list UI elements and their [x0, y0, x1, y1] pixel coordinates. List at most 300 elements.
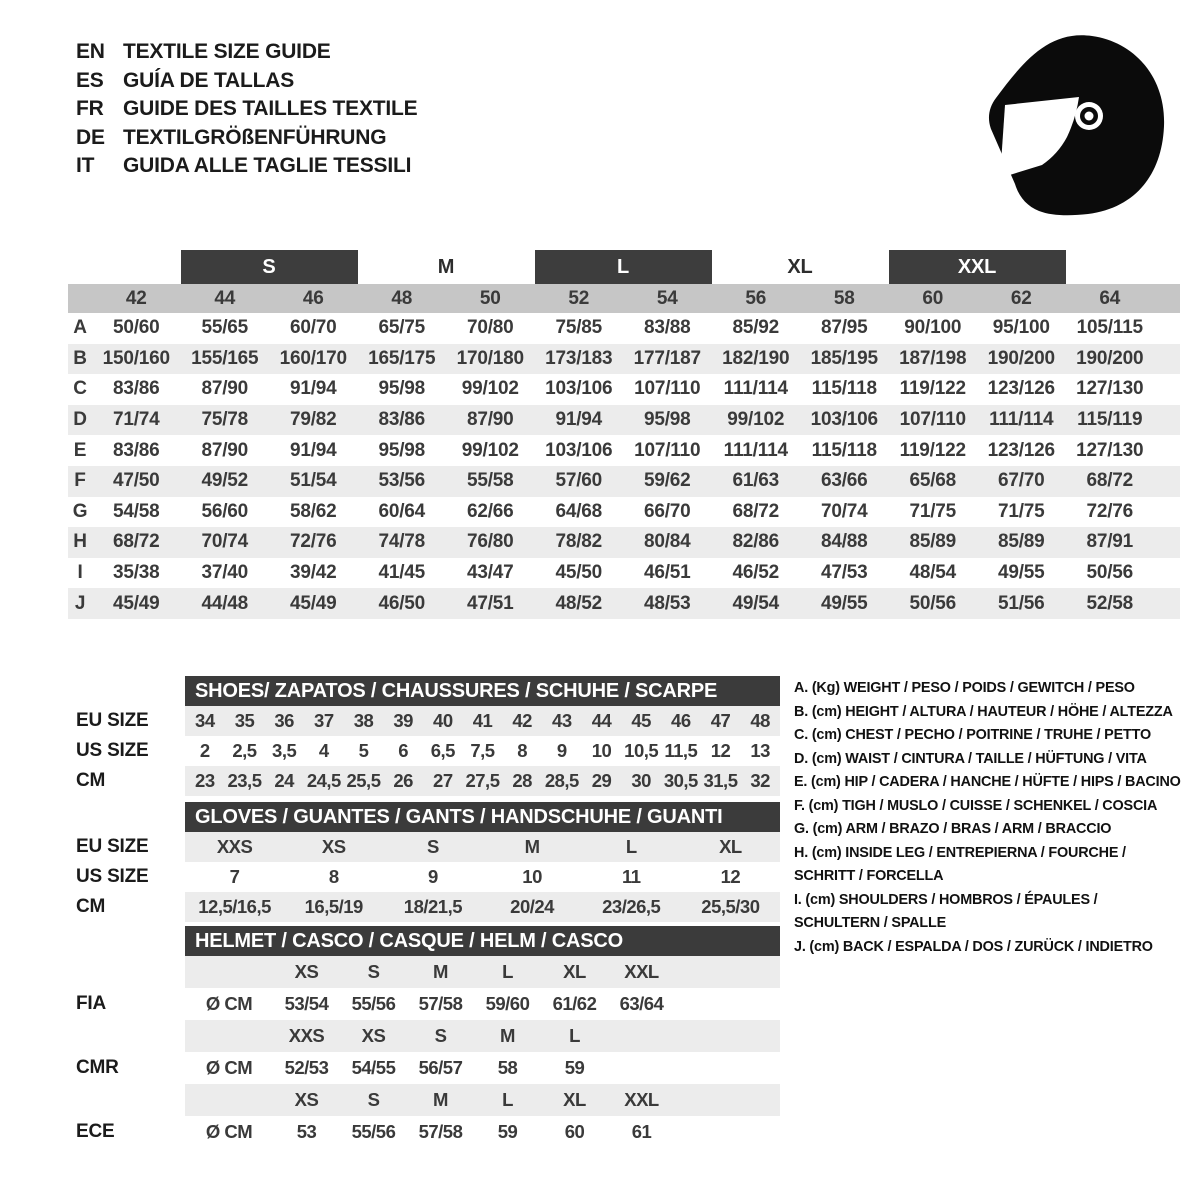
- value-cell: 78/82: [555, 531, 603, 553]
- value-cell: 55/58: [466, 470, 514, 492]
- value-cell: 49/55: [997, 562, 1045, 584]
- table-cell: 57/58: [418, 1121, 463, 1142]
- table-cell: XXS: [288, 1025, 325, 1046]
- size-column-header: 48: [391, 287, 413, 309]
- spacer: [68, 802, 185, 832]
- value-cell: 72/76: [1086, 500, 1134, 522]
- table-row: [68, 988, 780, 1020]
- table-row: [68, 1020, 780, 1052]
- table-cell: 55/56: [351, 993, 396, 1014]
- language-code: IT: [76, 154, 95, 178]
- value-cell: 107/110: [899, 409, 966, 431]
- value-cell: 44/48: [201, 592, 249, 614]
- table-cell: XS: [321, 836, 346, 857]
- table-cell: XXL: [624, 1089, 659, 1110]
- value-cell: 49/52: [201, 470, 249, 492]
- value-cell: 115/118: [811, 439, 877, 461]
- language-code: FR: [76, 97, 104, 121]
- value-cell: 107/110: [634, 439, 701, 461]
- table-cell: L: [569, 1025, 580, 1046]
- value-cell: 87/95: [820, 317, 868, 339]
- row-letter-b: B: [73, 347, 87, 369]
- table-cell: XL: [563, 961, 586, 982]
- value-cell: 177/187: [633, 347, 701, 369]
- table-cell: 23,5: [227, 770, 262, 791]
- row-letter-f: F: [74, 470, 86, 492]
- row-label: [68, 1020, 185, 1052]
- value-cell: 111/114: [723, 439, 788, 461]
- table-cell: 35: [234, 710, 255, 731]
- row-cells: [185, 736, 780, 766]
- row-label: CM: [76, 896, 106, 917]
- language-row: [76, 38, 417, 67]
- size-group-m: M: [437, 255, 455, 278]
- table-cell: 11: [621, 866, 641, 887]
- table-cell: 58: [497, 1057, 518, 1078]
- row-label: [68, 956, 185, 988]
- row-label: CMR: [76, 1057, 119, 1078]
- value-cell: 51/54: [289, 470, 337, 492]
- table-cell: 8: [517, 740, 528, 761]
- table-cell: 48: [750, 710, 770, 731]
- value-cell: 48/54: [909, 562, 957, 584]
- value-cell: 59/62: [643, 470, 691, 492]
- table-cell: 59: [564, 1057, 585, 1078]
- legend-item: A. (Kg) WEIGHT / PESO / POIDS / GEWITCH / PESO: [794, 679, 1135, 696]
- textile-size-table: [68, 250, 1180, 619]
- row-cells: [185, 988, 780, 1020]
- table-cell: 43: [552, 710, 572, 731]
- table-cell: 28: [512, 770, 532, 791]
- value-cell: 53/56: [378, 470, 426, 492]
- value-cell: 123/126: [987, 378, 1055, 400]
- shoes-table: [68, 676, 780, 796]
- unit-cell: [185, 1084, 273, 1116]
- row-letter-a: A: [73, 317, 87, 339]
- value-cell: 55/65: [201, 317, 249, 339]
- value-cell: 60/64: [378, 500, 426, 522]
- table-cell: 6: [398, 740, 409, 761]
- legend-item: H. (cm) INSIDE LEG / ENTREPIERNA / FOURCHE /: [794, 843, 1126, 861]
- table-cell: 6,5: [430, 740, 455, 761]
- legend-item: F. (cm) TIGH / MUSLO / CUISSE / SCHENKEL / COSCIA: [794, 796, 1158, 814]
- value-cell: 85/89: [909, 531, 957, 553]
- unit-cell: Ø CM: [205, 1057, 253, 1078]
- row-cells: [185, 1116, 780, 1148]
- value-cell: 70/74: [820, 500, 868, 522]
- table-cell: 26: [393, 770, 413, 791]
- value-cell: 54/58: [112, 500, 160, 522]
- value-cell: 66/70: [643, 500, 691, 522]
- legend-item-continued: SCHRITT / FORCELLA: [794, 867, 944, 884]
- size-group-row: [68, 250, 1180, 284]
- table-cell: S: [367, 1089, 380, 1110]
- value-cell: 84/88: [820, 531, 868, 553]
- table-cell: 12,5/16,5: [198, 896, 271, 917]
- size-group-l: L: [535, 250, 712, 284]
- table-row: [68, 956, 780, 988]
- helmet-icon: [972, 30, 1177, 225]
- legend-item: G. (cm) ARM / BRAZO / BRAS / ARM / BRACCIO: [794, 820, 1112, 837]
- row-cells: [185, 706, 780, 736]
- table-cell: 11,5: [664, 740, 698, 761]
- value-cell: 50/56: [909, 592, 957, 614]
- table-cell: [608, 1020, 675, 1052]
- value-cell: 185/195: [810, 347, 878, 369]
- value-cell: 45/49: [289, 592, 337, 614]
- sizes-row: [68, 284, 1180, 313]
- row-label: EU SIZE: [76, 836, 149, 857]
- row-letter-i: I: [77, 562, 83, 584]
- table-cell: 41: [472, 710, 493, 731]
- table-cell: 56/57: [418, 1057, 463, 1078]
- unit-cell: Ø CM: [205, 1121, 253, 1142]
- value-cell: 111/114: [989, 409, 1054, 431]
- size-column-header: 62: [1010, 287, 1032, 309]
- value-cell: 187/198: [899, 347, 967, 369]
- row-label: [68, 1084, 185, 1116]
- size-table-row: [68, 527, 1180, 558]
- value-cell: 87/90: [201, 378, 249, 400]
- table-cell: 36: [274, 710, 294, 731]
- value-cell: 60/70: [289, 317, 337, 339]
- legend-item: E. (cm) HIP / CADERA / HANCHE / HÜFTE / HIPS / BACINO: [794, 773, 1181, 790]
- value-cell: 103/106: [810, 409, 878, 431]
- table-cell: 12: [710, 740, 731, 761]
- table-cell: M: [433, 961, 448, 982]
- size-table-row: [68, 588, 1180, 619]
- legend-item: C. (cm) CHEST / PECHO / POITRINE / TRUHE / PETTO: [794, 726, 1151, 743]
- table-cell: 44: [591, 710, 612, 731]
- gloves-table: [68, 802, 780, 922]
- table-cell: 38: [353, 710, 374, 731]
- table-cell: 16,5/19: [304, 896, 363, 917]
- size-column-header: 50: [479, 287, 501, 309]
- table-cell: 18/21,5: [403, 896, 463, 917]
- value-cell: 99/102: [727, 409, 785, 431]
- table-cell: 23/26,5: [602, 896, 661, 917]
- legend-item: I. (cm) SHOULDERS / HOMBROS / ÉPAULES /: [794, 890, 1098, 908]
- value-cell: 107/110: [634, 378, 701, 400]
- table-cell: 59: [497, 1121, 518, 1142]
- table-cell: 30,5: [663, 770, 698, 791]
- row-letter-c: C: [73, 378, 87, 400]
- table-cell: 59/60: [485, 993, 530, 1014]
- value-cell: 83/88: [643, 317, 691, 339]
- value-cell: 79/82: [289, 409, 337, 431]
- value-cell: 173/183: [545, 347, 613, 369]
- table-cell: XXL: [624, 961, 659, 982]
- unit-cell: [185, 956, 273, 988]
- table-row: [68, 706, 780, 736]
- row-cells: [185, 1084, 780, 1116]
- table-row: [68, 1052, 780, 1084]
- table-cell: 60: [564, 1121, 585, 1142]
- size-group-s: S: [181, 250, 358, 284]
- value-cell: 99/102: [461, 378, 519, 400]
- size-column-header: 44: [214, 287, 236, 309]
- value-cell: 63/66: [820, 470, 868, 492]
- table-row: [68, 1116, 780, 1148]
- value-cell: 65/68: [909, 470, 957, 492]
- value-cell: 75/78: [201, 409, 249, 431]
- value-cell: 95/98: [378, 378, 426, 400]
- value-cell: 71/74: [112, 409, 160, 431]
- table-cell: 47: [710, 710, 731, 731]
- value-cell: 46/51: [643, 562, 691, 584]
- value-cell: 71/75: [997, 500, 1045, 522]
- table-cell: M: [433, 1089, 448, 1110]
- value-cell: 65/75: [378, 317, 426, 339]
- corner-cell: [68, 284, 92, 313]
- value-cell: 91/94: [555, 409, 603, 431]
- unit-cell: [185, 1020, 273, 1052]
- language-title-list: [76, 38, 417, 181]
- table-cell: XS: [294, 1089, 319, 1110]
- helmet-header-row: [68, 926, 780, 956]
- language-title: TEXTILE SIZE GUIDE: [123, 40, 331, 64]
- table-cell: 63/64: [619, 993, 664, 1014]
- size-column-header: 52: [568, 287, 590, 309]
- size-table-row: [68, 435, 1180, 466]
- value-cell: 83/86: [112, 378, 160, 400]
- table-cell: 52/53: [284, 1057, 329, 1078]
- spacer: [68, 926, 185, 956]
- value-cell: 165/175: [368, 347, 436, 369]
- value-cell: 48/52: [555, 592, 603, 614]
- table-cell: 37: [314, 710, 334, 731]
- language-title: GUIDA ALLE TAGLIE TESSILI: [123, 154, 412, 178]
- table-row: [68, 892, 780, 922]
- value-cell: 68/72: [732, 500, 780, 522]
- value-cell: 50/56: [1086, 562, 1134, 584]
- value-cell: 182/190: [722, 347, 790, 369]
- table-cell: 54/55: [351, 1057, 396, 1078]
- size-column-header: 54: [656, 287, 678, 309]
- value-cell: 70/74: [201, 531, 249, 553]
- value-cell: 47/53: [820, 562, 868, 584]
- value-cell: 51/56: [997, 592, 1045, 614]
- gloves-table-title: GLOVES / GUANTES / GANTS / HANDSCHUHE / GUANTI: [185, 802, 780, 832]
- row-label: EU SIZE: [76, 710, 149, 731]
- table-cell: 32: [750, 770, 770, 791]
- value-cell: 123/126: [987, 439, 1055, 461]
- size-group-xxl: XXL: [889, 250, 1066, 284]
- value-cell: 170/180: [456, 347, 524, 369]
- value-cell: 85/89: [997, 531, 1045, 553]
- row-letter-g: G: [72, 500, 88, 522]
- value-cell: 39/42: [289, 562, 337, 584]
- size-column-header: 46: [302, 287, 324, 309]
- value-cell: 68/72: [1086, 470, 1134, 492]
- table-cell: 10: [522, 866, 542, 887]
- row-label: FIA: [76, 993, 107, 1014]
- size-table-row: [68, 405, 1180, 436]
- value-cell: 57/60: [555, 470, 603, 492]
- table-cell: 24: [274, 770, 294, 791]
- value-cell: 75/85: [555, 317, 603, 339]
- table-cell: 30: [631, 770, 651, 791]
- shoes-table-title: SHOES/ ZAPATOS / CHAUSSURES / SCHUHE / SCARPE: [185, 676, 780, 706]
- value-cell: 67/70: [997, 470, 1045, 492]
- value-cell: 76/80: [466, 531, 514, 553]
- row-label: US SIZE: [76, 866, 149, 887]
- table-cell: L: [625, 836, 637, 857]
- value-cell: 105/115: [1076, 317, 1143, 339]
- row-letter-j: J: [74, 592, 86, 614]
- table-cell: 3,5: [272, 740, 297, 761]
- table-cell: XS: [294, 961, 319, 982]
- measure-legend: [794, 676, 1182, 958]
- language-row: [76, 95, 417, 124]
- value-cell: 70/80: [466, 317, 514, 339]
- table-cell: 7: [229, 866, 240, 887]
- language-title: GUÍA DE TALLAS: [123, 68, 295, 92]
- table-cell: [608, 1052, 675, 1084]
- table-cell: 28,5: [544, 770, 579, 791]
- table-cell: 25,5: [346, 770, 381, 791]
- value-cell: 115/118: [811, 378, 877, 400]
- table-cell: 57/58: [418, 993, 463, 1014]
- row-label: CM: [76, 770, 106, 791]
- table-cell: 2,5: [232, 740, 257, 761]
- value-cell: 74/78: [378, 531, 426, 553]
- table-cell: XXS: [216, 836, 253, 857]
- table-cell: 5: [358, 740, 369, 761]
- size-group-xl: XL: [787, 255, 813, 278]
- table-cell: 40: [433, 710, 453, 731]
- value-cell: 43/47: [466, 562, 514, 584]
- table-cell: 27: [433, 770, 453, 791]
- value-cell: 91/94: [289, 439, 337, 461]
- row-cells: [185, 832, 780, 862]
- table-cell: M: [500, 1025, 515, 1046]
- table-cell: XL: [563, 1089, 586, 1110]
- table-cell: 12: [720, 866, 741, 887]
- row-label: ECE: [76, 1121, 115, 1142]
- value-cell: 62/66: [466, 500, 514, 522]
- language-row: [76, 152, 417, 181]
- value-cell: 150/160: [102, 347, 170, 369]
- gloves-header-row: [68, 802, 780, 832]
- value-cell: 95/98: [378, 439, 426, 461]
- language-code: DE: [76, 125, 105, 149]
- value-cell: 91/94: [289, 378, 337, 400]
- value-cell: 95/98: [643, 409, 691, 431]
- size-column-header: 56: [745, 287, 767, 309]
- size-table-row: [68, 313, 1180, 344]
- table-cell: 13: [750, 740, 770, 761]
- value-cell: 47/51: [466, 592, 514, 614]
- table-cell: 25,5/30: [701, 896, 760, 917]
- table-cell: 23: [195, 770, 215, 791]
- value-cell: 46/52: [732, 562, 780, 584]
- value-cell: 190/200: [987, 347, 1055, 369]
- value-cell: 115/119: [1077, 409, 1143, 431]
- unit-cell: Ø CM: [205, 993, 253, 1014]
- value-cell: 71/75: [909, 500, 957, 522]
- table-cell: L: [502, 1089, 513, 1110]
- value-cell: 41/45: [378, 562, 426, 584]
- value-cell: 90/100: [904, 317, 962, 339]
- value-cell: 35/38: [112, 562, 160, 584]
- value-cell: 45/50: [555, 562, 603, 584]
- table-row: [68, 736, 780, 766]
- table-cell: 29: [591, 770, 612, 791]
- table-cell: M: [524, 836, 540, 857]
- language-code: ES: [76, 68, 104, 92]
- table-cell: 27,5: [465, 770, 500, 791]
- value-cell: 72/76: [289, 531, 337, 553]
- table-cell: 55/56: [351, 1121, 396, 1142]
- helmet-table-title: HELMET / CASCO / CASQUE / HELM / CASCO: [185, 926, 780, 956]
- table-cell: 4: [318, 740, 329, 761]
- value-cell: 119/122: [899, 439, 966, 461]
- value-cell: 45/49: [112, 592, 160, 614]
- legend-item: D. (cm) WAIST / CINTURA / TAILLE / HÜFTUNG / VITA: [794, 749, 1147, 767]
- row-cells: [185, 892, 780, 922]
- size-column-header: 60: [922, 287, 944, 309]
- table-cell: 8: [328, 866, 339, 887]
- table-cell: L: [502, 961, 513, 982]
- size-table-body: [68, 313, 1180, 619]
- table-row: [68, 832, 780, 862]
- size-column-header: 64: [1099, 287, 1121, 309]
- row-cells: [185, 862, 780, 892]
- value-cell: 61/63: [732, 470, 780, 492]
- table-cell: 10: [591, 740, 612, 761]
- table-row: [68, 862, 780, 892]
- value-cell: 155/165: [191, 347, 259, 369]
- value-cell: 95/100: [992, 317, 1050, 339]
- value-cell: 127/130: [1076, 378, 1144, 400]
- value-cell: 87/90: [201, 439, 249, 461]
- legend-item-continued: SCHULTERN / SPALLE: [794, 914, 947, 931]
- table-cell: 20/24: [510, 896, 554, 917]
- value-cell: 111/114: [723, 378, 788, 400]
- value-cell: 49/55: [820, 592, 868, 614]
- size-table-row: [68, 558, 1180, 589]
- helmet-table: [68, 926, 780, 1148]
- size-table-row: [68, 466, 1180, 497]
- table-cell: 61: [631, 1121, 652, 1142]
- table-cell: 61/62: [552, 993, 597, 1014]
- table-cell: 10,5: [624, 740, 659, 761]
- table-cell: 9: [556, 740, 567, 761]
- row-cells: [185, 1020, 780, 1052]
- value-cell: 83/86: [378, 409, 426, 431]
- value-cell: 56/60: [201, 500, 249, 522]
- table-cell: S: [426, 836, 439, 857]
- value-cell: 103/106: [545, 439, 613, 461]
- value-cell: 48/53: [643, 592, 691, 614]
- table-cell: 53: [296, 1121, 317, 1142]
- value-cell: 87/90: [466, 409, 514, 431]
- value-cell: 160/170: [279, 347, 347, 369]
- value-cell: 99/102: [461, 439, 519, 461]
- table-cell: S: [367, 961, 380, 982]
- value-cell: 80/84: [643, 531, 691, 553]
- row-label: US SIZE: [76, 740, 149, 761]
- language-title: TEXTILGRÖßENFÜHRUNG: [123, 125, 387, 149]
- language-code: EN: [76, 40, 105, 64]
- value-cell: 87/91: [1086, 531, 1134, 553]
- language-title: GUIDE DES TAILLES TEXTILE: [123, 97, 418, 121]
- value-cell: 83/86: [112, 439, 160, 461]
- table-cell: 45: [631, 710, 651, 731]
- accessory-tables: [68, 672, 780, 1148]
- size-table-row: [68, 497, 1180, 528]
